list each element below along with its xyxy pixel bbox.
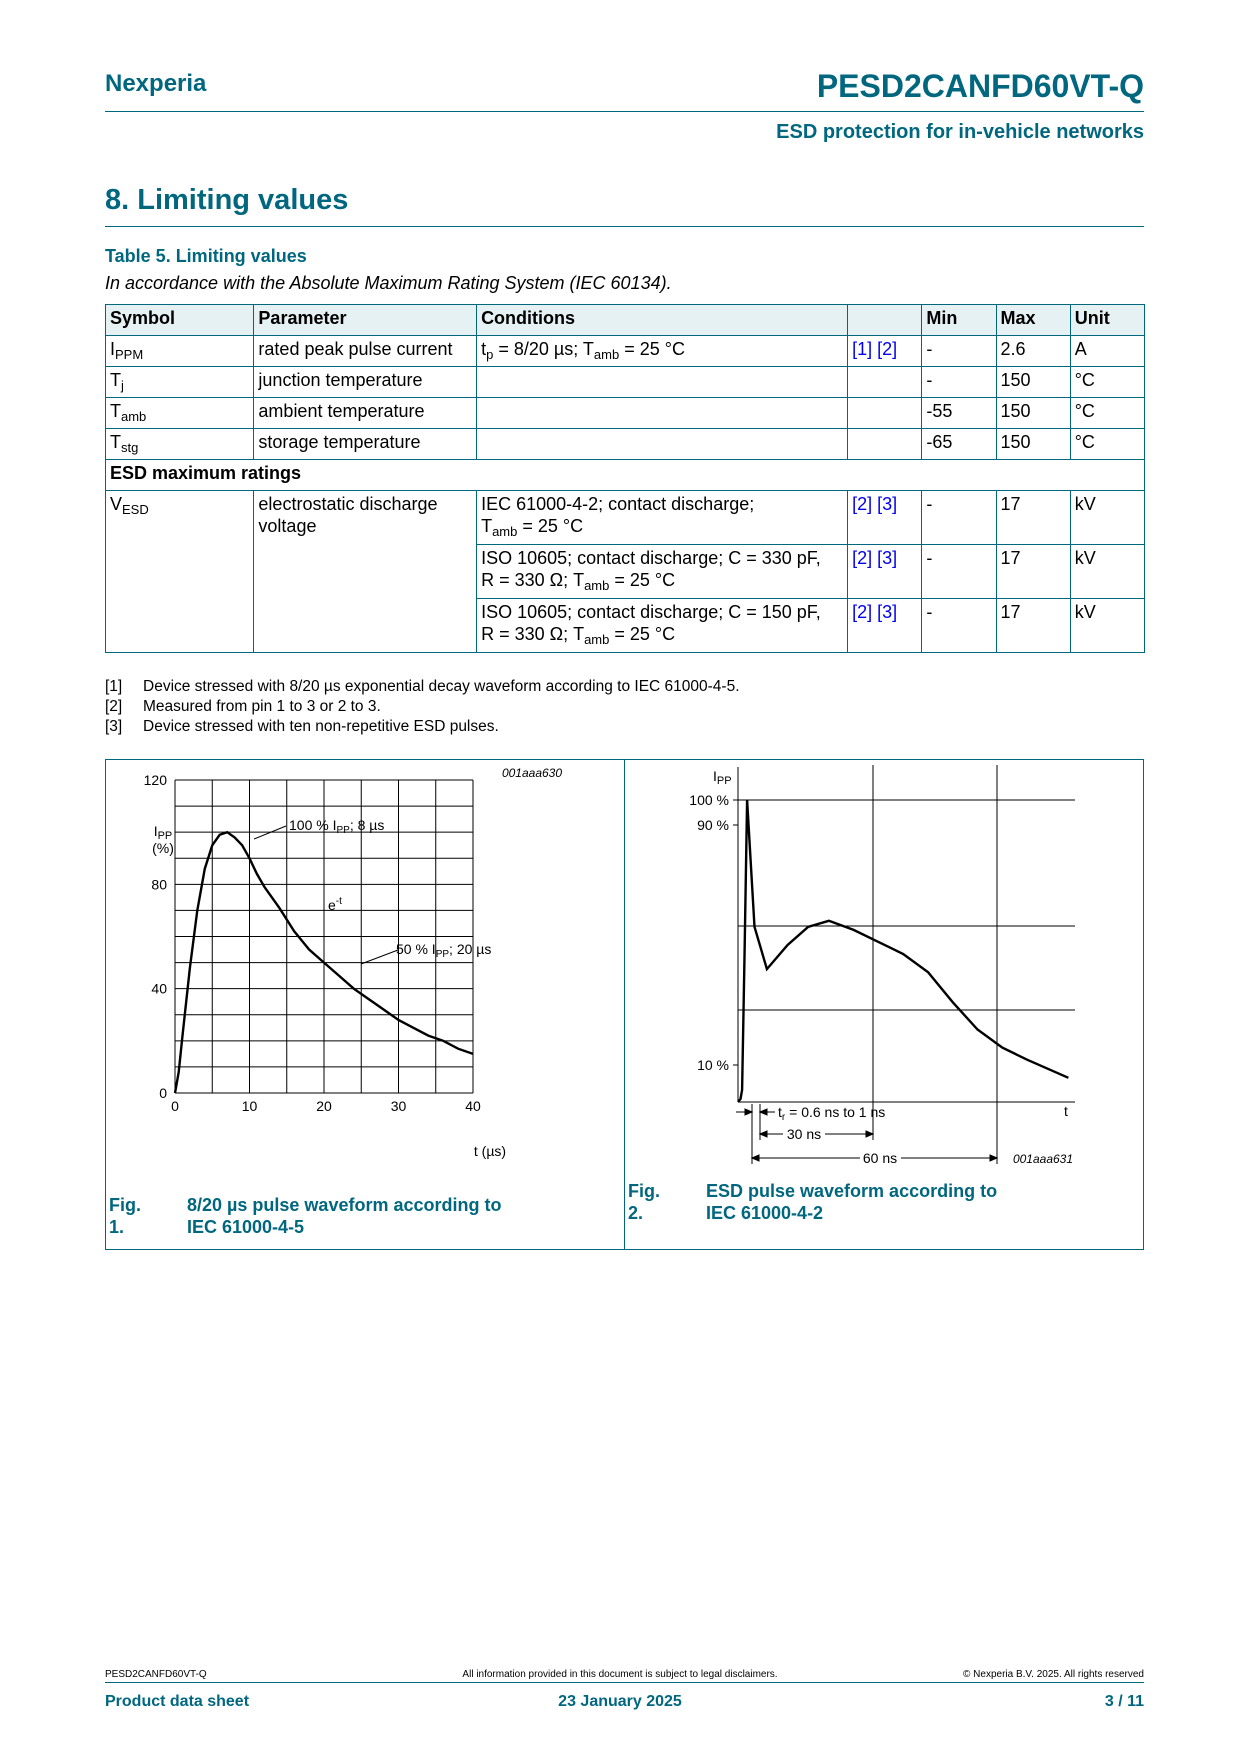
cell-min: - (922, 599, 996, 653)
cell-unit: kV (1070, 599, 1144, 653)
fig1-ylabel: $I_{PP}$ (153, 823, 173, 842)
brand-name: Nexperia (105, 70, 207, 97)
fig1-caption-number: Fig. 1. (109, 1195, 141, 1237)
cell-unit: °C (1070, 367, 1144, 398)
cell-symbol: $T_j$ (106, 367, 254, 398)
table-header-row (106, 305, 1145, 336)
fig1-y-tick-label: 0 (159, 1085, 167, 1101)
fig2-code: 001aaa631 (1012, 1152, 1074, 1166)
cell-conditions: $t_p = 8/20$ µs; $T_{amb} = 25$ °C (477, 336, 848, 367)
fig1-half-annotation: 50 % $I_{PP}$; 20 µs (396, 941, 492, 960)
fig2-60ns-label: 60 ns (862, 1150, 898, 1166)
table-caption: Table 5. Limiting values (105, 246, 307, 266)
footer-rule (105, 1682, 1144, 1683)
fig1-x-tick-label: 30 (390, 1098, 407, 1114)
fig2-waveform-line (738, 800, 1068, 1102)
footer-doc-id: PESD2CANFD60VT-Q (105, 1669, 207, 1680)
fig2-arrowhead (990, 1155, 997, 1161)
footnote-1: [1] Device stressed with 8/20 µs exponential decay waveform according to IEC 61000-4-5. (105, 678, 740, 695)
fig1-caption-line1: 8/20 µs pulse waveform according to (187, 1195, 502, 1215)
fig1-xlabel: t (µs) (473, 1143, 507, 1159)
fig2-caption-number: Fig. 2. (628, 1181, 660, 1223)
cell-parameter: rated peak pulse current (254, 336, 477, 367)
fig2-arrowhead (866, 1131, 873, 1137)
cell-max: 150 (996, 367, 1070, 398)
fig1-peak-annotation: 100 % $I_{PP}$; 8 µs (289, 817, 385, 836)
header-conditions: Conditions (477, 305, 848, 336)
cell-refs-link[interactable]: [2] [3] (848, 545, 922, 599)
fig1-exp-annotation: $e^{-t}$ (328, 896, 342, 913)
header-parameter: Parameter (254, 305, 477, 336)
table-note: In accordance with the Absolute Maximum Rating System (IEC 60134). (105, 273, 672, 293)
fig2-arrowhead (745, 1109, 752, 1115)
cell-min: - (922, 545, 996, 599)
fig2-ylabel: $I_{PP}$ (713, 768, 732, 787)
header-max: Max (996, 305, 1070, 336)
cell-conditions (477, 398, 848, 429)
fig1-x-tick-label: 40 (465, 1098, 481, 1114)
cell-unit: A (1070, 336, 1144, 367)
fig1-chart (106, 760, 624, 1180)
fig2-arrowhead (752, 1155, 759, 1161)
footer-copyright: © Nexperia B.V. 2025. All rights reserved (963, 1669, 1144, 1680)
fig1-caption-line2: IEC 61000-4-5 (187, 1217, 305, 1237)
footer-date: 23 January 2025 (558, 1693, 682, 1710)
fig2-caption-line2: IEC 61000-4-2 (706, 1203, 824, 1223)
cell-refs-link[interactable]: [2] [3] (848, 491, 922, 545)
fig2-frame (733, 765, 1075, 1102)
cell-conditions: ISO 10605; contact discharge; C = 330 pF, R = 330 Ω; $T_{amb} = 25$ °C (477, 545, 848, 599)
fig2-30ns-label: 30 ns (786, 1126, 822, 1142)
cell-parameter: storage temperature (254, 429, 477, 460)
header-min: Min (922, 305, 996, 336)
cell-min: - (922, 491, 996, 545)
table-section-row (106, 460, 1145, 491)
cell-unit: °C (1070, 429, 1144, 460)
cell-unit: kV (1070, 545, 1144, 599)
cell-refs-link[interactable]: [2] [3] (848, 599, 922, 653)
fig1-ylabel-unit: (%) (152, 840, 174, 856)
cell-conditions (477, 367, 848, 398)
fig1-x-tick-label: 0 (171, 1098, 179, 1114)
header-unit: Unit (1070, 305, 1144, 336)
footer-page-number: 3 / 11 (1104, 1693, 1144, 1710)
cell-parameter: ambient temperature (254, 398, 477, 429)
fig2-chart (625, 760, 1143, 1180)
esd-section-label: ESD maximum ratings (106, 460, 1145, 491)
table-row (106, 429, 1145, 460)
fig1-code: 001aaa630 (501, 766, 563, 780)
cell-min: -55 (922, 398, 996, 429)
cell-unit: kV (1070, 491, 1144, 545)
table-row (106, 491, 1145, 545)
cell-max: 17 (996, 491, 1070, 545)
cell-max: 2.6 (996, 336, 1070, 367)
header-rule (105, 111, 1144, 112)
fig2-tick-label-10: 10 % (697, 1057, 729, 1073)
cell-symbol: $T_{amb}$ (106, 398, 254, 429)
fig2-arrowhead (760, 1131, 767, 1137)
fig2-tick-label-90: 90 % (697, 817, 729, 833)
header-refs (848, 305, 922, 336)
cell-refs (848, 429, 922, 460)
cell-symbol: $I_{PPM}$ (106, 336, 254, 367)
cell-refs-link[interactable]: [1] [2] (848, 336, 922, 367)
section-title: 8. Limiting values (105, 184, 349, 216)
section-rule (105, 226, 1144, 227)
header-symbol: Symbol (106, 305, 254, 336)
cell-min: - (922, 336, 996, 367)
document-title: PESD2CANFD60VT-Q (816, 68, 1144, 104)
footer-doc-type: Product data sheet (105, 1693, 250, 1710)
cell-max: 150 (996, 429, 1070, 460)
cell-parameter: electrostatic discharge voltage (254, 491, 477, 653)
cell-symbol: $T_{stg}$ (106, 429, 254, 460)
fig2-arrowhead (760, 1109, 767, 1115)
cell-conditions: IEC 61000-4-2; contact discharge; $T_{amb} = 25$ °C (477, 491, 848, 545)
cell-refs (848, 398, 922, 429)
cell-min: -65 (922, 429, 996, 460)
table-row (106, 398, 1145, 429)
fig1-annotations (254, 817, 491, 964)
cell-max: 150 (996, 398, 1070, 429)
table-row (106, 336, 1145, 367)
fig1-x-tick-label: 20 (316, 1098, 332, 1114)
fig2-xlabel: t (1064, 1103, 1068, 1119)
fig1-y-tick-label: 120 (143, 772, 167, 788)
cell-refs (848, 367, 922, 398)
document-subtitle: ESD protection for in-vehicle networks (776, 121, 1144, 143)
cell-max: 17 (996, 599, 1070, 653)
cell-parameter: junction temperature (254, 367, 477, 398)
cell-unit: °C (1070, 398, 1144, 429)
fig1-y-tick-label: 40 (151, 980, 167, 997)
fig2-caption-line1: ESD pulse waveform according to (706, 1181, 998, 1201)
fig2-tick-label-100: 100 % (689, 792, 729, 808)
fig1-x-tick-label: 10 (241, 1098, 258, 1114)
footnote-3: [3] Device stressed with ten non-repetitive ESD pulses. (105, 718, 499, 735)
cell-symbol: $V_{ESD}$ (106, 491, 254, 653)
limiting-values-table (105, 304, 1145, 653)
fig2-rise-time: $t_r = 0.6$ ns to 1 ns (778, 1104, 886, 1123)
cell-max: 17 (996, 545, 1070, 599)
table-row (106, 367, 1145, 398)
cell-conditions: ISO 10605; contact discharge; C = 150 pF, R = 330 Ω; $T_{amb} = 25$ °C (477, 599, 848, 653)
footnote-2: [2] Measured from pin 1 to 3 or 2 to 3. (105, 698, 381, 715)
cell-min: - (922, 367, 996, 398)
footer-disclaimer: All information provided in this document is subject to legal disclaimers. (462, 1669, 778, 1680)
fig1-half-leader (361, 950, 398, 964)
cell-conditions (477, 429, 848, 460)
fig1-y-tick-label: 80 (151, 876, 167, 893)
